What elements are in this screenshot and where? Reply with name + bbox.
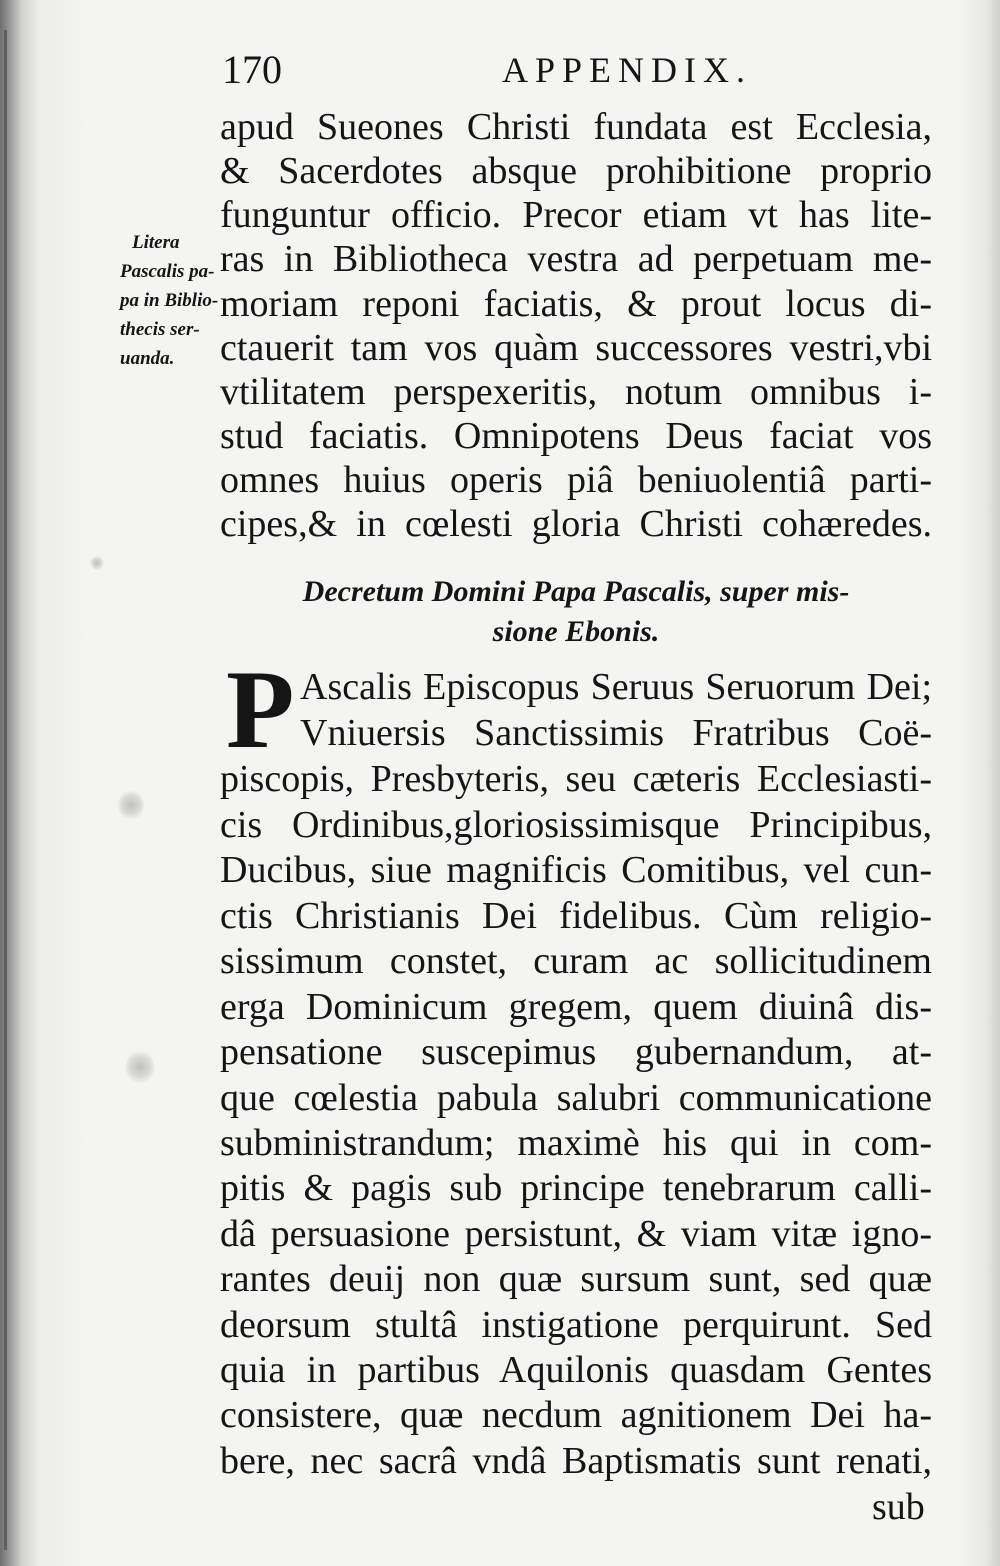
margin-note-line: pa in Biblio-	[120, 290, 219, 311]
margin-note-line: Litera	[132, 232, 180, 253]
text-line: Vniuersis Sanctissimis Fratribus Coë-	[300, 712, 932, 754]
running-head: APPENDIX.	[502, 50, 753, 90]
text-line: deorsum stultâ instigatione perquirunt. Sed	[220, 1304, 932, 1346]
text-line: piscopis, Presbyteris, seu cæteris Ecclesiasti-	[220, 758, 932, 800]
text-line: erga Dominicum gregem, quem diuinâ dis-	[220, 986, 932, 1028]
margin-note-line: uanda.	[120, 348, 175, 369]
text-line: quia in partibus Aquilonis quasdam Gentes	[220, 1349, 932, 1391]
text-line: que cœlestia pabula salubri communicatione	[220, 1077, 932, 1119]
drop-cap: P	[226, 648, 295, 772]
text-line: consistere, quæ necdum agnitionem Dei ha-	[220, 1394, 932, 1436]
text-line: & Sacerdotes absque prohibitione proprio	[220, 150, 932, 192]
ink-spot	[90, 556, 104, 570]
text-line: Ascalis Episcopus Seruus Seruorum Dei;	[300, 666, 932, 708]
text-line: pensatione suscepimus gubernandum, at-	[220, 1031, 932, 1073]
text-line: omnes huius operis piâ beniuolentiâ parti-	[220, 459, 932, 501]
text-line: cis Ordinibus,gloriosissimisque Principibus,	[220, 804, 932, 846]
text-line: funguntur officio. Precor etiam vt has lite-	[220, 194, 932, 236]
text-line: vtilitatem perspexeritis, notum omnibus i-	[220, 371, 932, 413]
page-gutter-shadow	[4, 30, 7, 1550]
text-line: ctauerit tam vos quàm successores vestri,vbi	[220, 327, 932, 369]
text-line: rantes deuij non quæ sursum sunt, sed quæ	[220, 1258, 932, 1300]
text-line: ctis Christianis Dei fidelibus. Cùm religio-	[220, 895, 932, 937]
text-line: sissimum constet, curam ac sollicitudinem	[220, 940, 932, 982]
text-line: apud Sueones Christi fundata est Ecclesia,	[220, 106, 932, 148]
text-line: ras in Bibliotheca vestra ad perpetuam me-	[220, 238, 932, 280]
page-header	[222, 48, 942, 92]
text-line: bere, nec sacrâ vndâ Baptismatis sunt renati,	[220, 1440, 932, 1482]
margin-note-line: thecis ser-	[120, 319, 200, 340]
ink-spot	[126, 1050, 154, 1084]
margin-note-line: Pascalis pa-	[120, 261, 215, 282]
text-line: dâ persuasione persistunt, & viam vitæ igno-	[220, 1213, 932, 1255]
text-line: pitis & pagis sub principe tenebrarum calli-	[220, 1167, 932, 1209]
catchword: sub	[872, 1486, 925, 1528]
text-line: stud faciatis. Omnipotens Deus faciat vos	[220, 415, 932, 457]
text-line: cipes,& in cœlesti gloria Christi cohæredes.	[220, 503, 932, 545]
text-line: Ducibus, siue magnificis Comitibus, vel cun-	[220, 849, 932, 891]
section-heading-line: sione Ebonis.	[492, 615, 660, 648]
ink-spot	[118, 790, 144, 820]
text-line: subministrandum; maximè his qui in com-	[220, 1122, 932, 1164]
page-number: 170	[222, 47, 282, 92]
text-line: moriam reponi faciatis, & prout locus di-	[220, 283, 932, 325]
section-heading-line: Decretum Domini Papa Pascalis, super mis-	[302, 575, 850, 608]
